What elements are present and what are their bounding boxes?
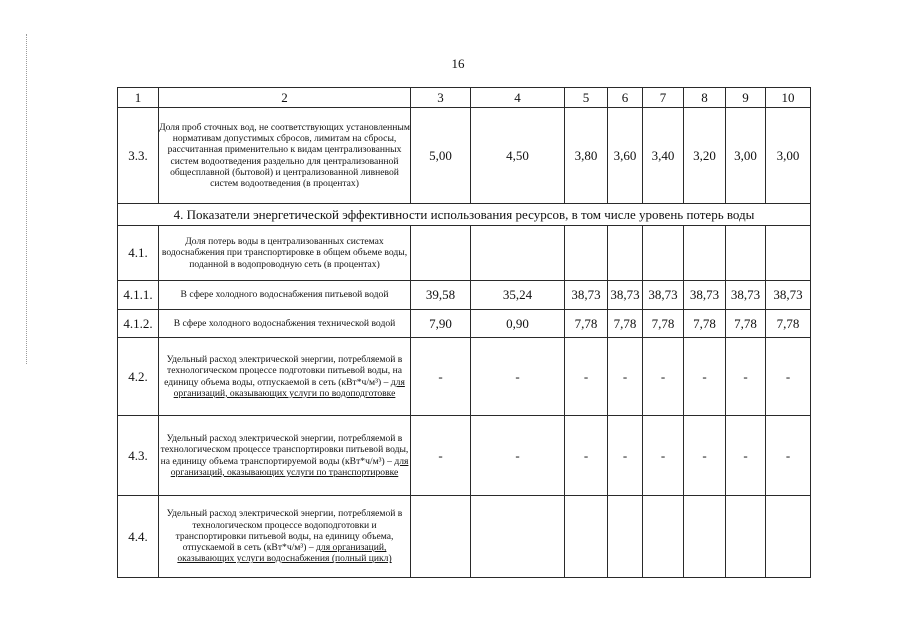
row-description <box>159 338 411 416</box>
header-cell: 5 <box>565 88 608 108</box>
row-number: 3.3. <box>118 108 159 204</box>
value-cell: 38,73 <box>766 281 811 310</box>
table-row-3-3 <box>118 108 811 204</box>
value-cell: - <box>726 416 766 496</box>
value-cell: 38,73 <box>565 281 608 310</box>
value-cell: 35,24 <box>471 281 565 310</box>
value-cell: 7,90 <box>411 310 471 338</box>
empty-cell <box>471 226 565 281</box>
value-cell: - <box>411 416 471 496</box>
header-cell: 9 <box>726 88 766 108</box>
value-cell: - <box>565 338 608 416</box>
value-cell: 7,78 <box>766 310 811 338</box>
empty-cell <box>726 226 766 281</box>
margin-guide-line <box>26 34 27 364</box>
empty-cell <box>643 226 684 281</box>
value-cell: 38,73 <box>643 281 684 310</box>
empty-cell <box>411 226 471 281</box>
row-description <box>159 496 411 578</box>
empty-cell <box>608 226 643 281</box>
value-cell: 5,00 <box>411 108 471 204</box>
header-row <box>118 88 811 108</box>
value-cell: 39,58 <box>411 281 471 310</box>
empty-cell <box>608 496 643 578</box>
section-title: 4. Показатели энергетической эффективности использования ресурсов, в том числе уровень потерь воды <box>118 204 811 226</box>
empty-cell <box>643 496 684 578</box>
value-cell: - <box>726 338 766 416</box>
value-cell: - <box>411 338 471 416</box>
value-cell: 3,80 <box>565 108 608 204</box>
value-cell: - <box>608 416 643 496</box>
value-cell: 38,73 <box>726 281 766 310</box>
value-cell: 3,00 <box>766 108 811 204</box>
header-cell: 4 <box>471 88 565 108</box>
value-cell: 3,60 <box>608 108 643 204</box>
row-number: 4.1. <box>118 226 159 281</box>
row-number: 4.1.2. <box>118 310 159 338</box>
value-cell: 7,78 <box>608 310 643 338</box>
value-cell: 3,40 <box>643 108 684 204</box>
empty-cell <box>471 496 565 578</box>
header-cell: 7 <box>643 88 684 108</box>
empty-cell <box>565 226 608 281</box>
table-row-4-2 <box>118 338 811 416</box>
value-cell: 38,73 <box>684 281 726 310</box>
empty-cell <box>684 496 726 578</box>
value-cell: - <box>471 338 565 416</box>
empty-cell <box>726 496 766 578</box>
empty-cell <box>766 496 811 578</box>
description-main: Удельный расход электрической энергии, потребляемой в технологическом процессе транспортировки питьевой воды, на единицу объема транспортируемой воды (кВт*ч/м³) – <box>160 433 409 467</box>
header-cell: 1 <box>118 88 159 108</box>
header-cell: 2 <box>159 88 411 108</box>
header-cell: 3 <box>411 88 471 108</box>
value-cell: - <box>608 338 643 416</box>
row-description: В сфере холодного водоснабжения технической водой <box>159 310 411 338</box>
value-cell: - <box>766 416 811 496</box>
row-description: Доля потерь воды в централизованных системах водоснабжения при транспортировке в общем объеме воды, поданной в водопроводную сеть (в процентах) <box>159 226 411 281</box>
value-cell: 3,20 <box>684 108 726 204</box>
row-number: 4.1.1. <box>118 281 159 310</box>
value-cell: 7,78 <box>643 310 684 338</box>
table-row-4-1-2 <box>118 310 811 338</box>
empty-cell <box>565 496 608 578</box>
value-cell: - <box>565 416 608 496</box>
empty-cell <box>684 226 726 281</box>
value-cell: 7,78 <box>565 310 608 338</box>
header-cell: 10 <box>766 88 811 108</box>
value-cell: 38,73 <box>608 281 643 310</box>
header-cell: 6 <box>608 88 643 108</box>
value-cell: - <box>684 416 726 496</box>
value-cell: 7,78 <box>726 310 766 338</box>
value-cell: 4,50 <box>471 108 565 204</box>
value-cell: - <box>643 416 684 496</box>
description-main: Удельный расход электрической энергии, потребляемой в технологическом процессе водоподготовки и транспортировки питьевой воды, на единицу объема, отпускаемой в сеть (кВт*ч/м³) – <box>166 508 403 554</box>
indicators-table <box>117 87 811 578</box>
description-underlined: для организаций, оказывающих услуги по транспортировке <box>170 455 409 478</box>
row-number: 4.2. <box>118 338 159 416</box>
row-number: 4.4. <box>118 496 159 578</box>
value-cell: 3,00 <box>726 108 766 204</box>
empty-cell <box>411 496 471 578</box>
value-cell: 7,78 <box>684 310 726 338</box>
value-cell: - <box>471 416 565 496</box>
table-row-4-4 <box>118 496 811 578</box>
value-cell: 0,90 <box>471 310 565 338</box>
section-row-4 <box>118 204 811 226</box>
header-cell: 8 <box>684 88 726 108</box>
table-row-4-3 <box>118 416 811 496</box>
page-number: 16 <box>451 56 465 71</box>
empty-cell <box>766 226 811 281</box>
value-cell: - <box>684 338 726 416</box>
row-description: Доля проб сточных вод, не соответствующих установленным нормативам допустимых сбросов, лимитам на сбросы, рассчитанная применительно к видам централизованных систем водоотведения раздельно для централизованной общесплавной (бытовой) и централизованной ливневой систем водоотведения (в процентах) <box>159 108 411 204</box>
row-description <box>159 416 411 496</box>
description-underlined: для организаций, оказывающих услуги водоснабжения (полный цикл) <box>177 542 392 565</box>
table-row-4-1 <box>118 226 811 281</box>
description-underlined: для организаций, оказывающих услуги по водоподготовке <box>173 376 405 399</box>
value-cell: - <box>643 338 684 416</box>
row-number: 4.3. <box>118 416 159 496</box>
table-row-4-1-1 <box>118 281 811 310</box>
description-main: Удельный расход электрической энергии, потребляемой в технологическом процессе подготовки питьевой воды, на единицу объема воды, отпускаемой в сеть (кВт*ч/м³) – <box>164 354 403 388</box>
value-cell: - <box>766 338 811 416</box>
row-description: В сфере холодного водоснабжения питьевой водой <box>159 281 411 310</box>
